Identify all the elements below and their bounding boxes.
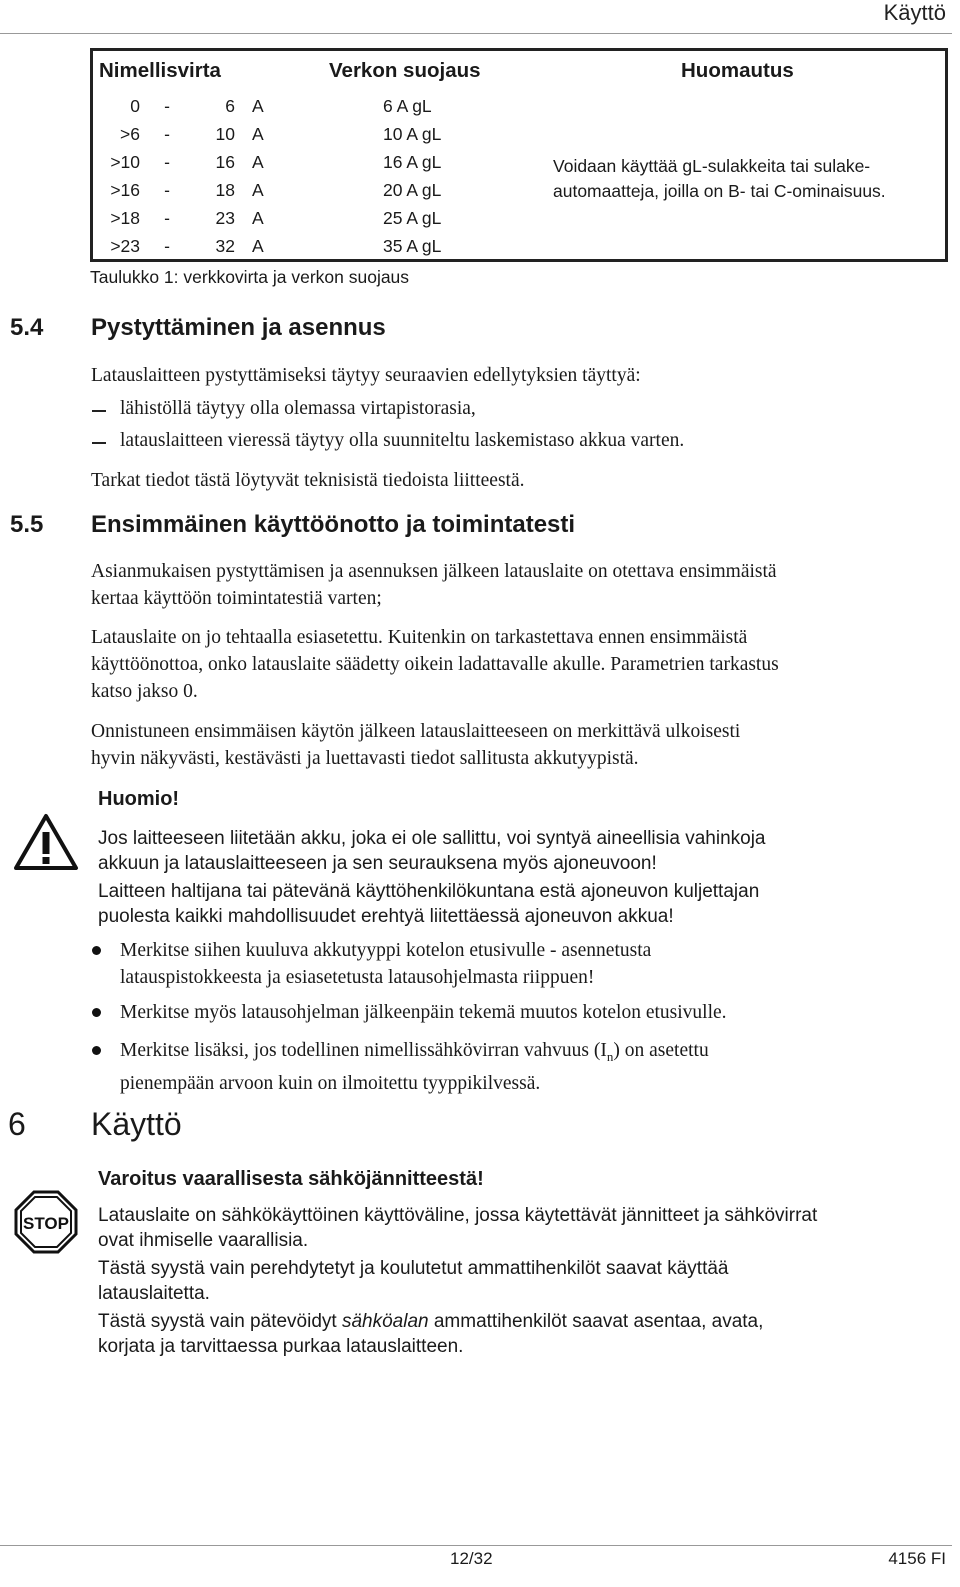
bullet-icon bbox=[92, 1008, 101, 1017]
paragraph-line: katso jakso 0. bbox=[91, 681, 198, 702]
warning-triangle-icon bbox=[12, 812, 80, 872]
danger-title: Varoitus vaarallisesta sähköjännitteestä! bbox=[98, 1168, 484, 1190]
range-to: 18 bbox=[215, 180, 235, 200]
col-header-note: Huomautus bbox=[681, 59, 794, 82]
danger-text bbox=[98, 1203, 938, 1253]
bullet-text: Merkitse lisäksi, jos todellinen nimellissähkövirran vahvuus (I bbox=[120, 1040, 607, 1061]
range-from: >16 bbox=[110, 180, 140, 200]
range-from: >18 bbox=[110, 208, 140, 228]
bullet-icon bbox=[92, 1046, 101, 1055]
danger-text bbox=[98, 1309, 938, 1359]
paragraph-line: Asianmukaisen pystyttämisen ja asennuksen jälkeen latauslaite on otettava ensimmäistä bbox=[91, 561, 777, 582]
requirement-item: latauslaitteen vieressä täytyy olla suunniteltu laskemistaso akkua varten. bbox=[120, 430, 685, 451]
danger-line: Latauslaite on sähkökäyttöinen käyttöväline, jossa käytettävät jännitteet ja sähkövirrat bbox=[98, 1205, 818, 1226]
range-to: 10 bbox=[215, 124, 235, 144]
fuse-value: 6 A gL bbox=[383, 96, 432, 116]
section-5-4-intro: Latauslaitteen pystyttämiseksi täytyy seuraavien edellytyksien täyttyä: bbox=[91, 365, 641, 386]
section-5-4-number: 5.4 bbox=[10, 314, 44, 341]
range-to: 6 bbox=[225, 96, 235, 116]
danger-line: ovat ihmiselle vaarallisia. bbox=[98, 1230, 309, 1251]
range-from: 0 bbox=[130, 96, 140, 116]
range-unit: A bbox=[252, 208, 264, 228]
bullet-text: ) on asetettu bbox=[613, 1040, 709, 1061]
fuse-value: 25 A gL bbox=[383, 208, 442, 228]
danger-line: latauslaitetta. bbox=[98, 1283, 210, 1304]
bullet-item bbox=[120, 937, 940, 991]
table-caption: Taulukko 1: verkkovirta ja verkon suojaus bbox=[90, 267, 410, 287]
paragraph-line: käyttöönottoa, onko latauslaite säädetty oikein ladattavalle akulle. Parametrien tarkastus bbox=[91, 654, 779, 675]
range-to: 16 bbox=[215, 152, 235, 172]
subscript-n: n bbox=[606, 1048, 614, 1064]
fuse-value: 10 A gL bbox=[383, 124, 442, 144]
table-note-line: Voidaan käyttää gL-sulakkeita tai sulake- bbox=[553, 156, 871, 176]
dash-bullet-icon bbox=[92, 442, 106, 444]
paragraph-line: hyvin näkyvästi, kestävästi ja luettavasti tiedot sallitusta akkutyypistä. bbox=[91, 748, 639, 769]
caution-line: akkuun ja latauslaitteeseen ja sen seurauksena myös ajoneuvoon! bbox=[98, 853, 657, 874]
page-number: 12/32 bbox=[450, 1549, 493, 1568]
paragraph bbox=[91, 558, 941, 612]
range-to: 23 bbox=[215, 208, 235, 228]
range-unit: A bbox=[252, 180, 264, 200]
dash-bullet-icon bbox=[92, 410, 106, 412]
range-unit: A bbox=[252, 96, 264, 116]
caution-line: puolesta kaikki mahdollisuudet erehtyä liitettäessä ajoneuvon akkua! bbox=[98, 906, 674, 927]
range-dash: - bbox=[164, 124, 170, 144]
range-dash: - bbox=[164, 180, 170, 200]
caution-line: Jos laitteeseen liitetään akku, joka ei ole sallittu, voi syntyä aineellisia vahinkoja bbox=[98, 828, 766, 849]
chapter-title: Käyttö bbox=[91, 1106, 182, 1142]
caution-text bbox=[98, 879, 938, 929]
col-header-rated-current: Nimellisvirta bbox=[99, 59, 221, 82]
col-header-fuse: Verkon suojaus bbox=[329, 59, 481, 82]
fuse-value: 16 A gL bbox=[383, 152, 442, 172]
table-note-line: automaatteja, joilla on B- tai C-ominaisuus. bbox=[553, 181, 886, 201]
paragraph bbox=[91, 718, 941, 772]
document-code: 4156 FI bbox=[888, 1549, 946, 1568]
range-dash: - bbox=[164, 208, 170, 228]
bullet-item: Merkitse myös latausohjelman jälkeenpäin tekemä muutos kotelon etusivulle. bbox=[120, 1002, 727, 1023]
paragraph bbox=[91, 624, 941, 705]
fuse-value: 20 A gL bbox=[383, 180, 442, 200]
range-to: 32 bbox=[215, 236, 235, 256]
bullet-icon bbox=[92, 946, 101, 955]
range-dash: - bbox=[164, 152, 170, 172]
section-5-5-number: 5.5 bbox=[10, 511, 44, 538]
bullet-line: pienempään arvoon kuin on ilmoitettu tyyppikilvessä. bbox=[120, 1072, 541, 1094]
bullet-line bbox=[120, 1037, 940, 1070]
caution-title: Huomio! bbox=[98, 788, 180, 810]
spec-table bbox=[90, 48, 948, 262]
danger-line: Tästä syystä vain perehdytetyt ja koulutetut ammattihenkilöt saavat käyttää bbox=[98, 1258, 729, 1279]
footer-rule bbox=[0, 1545, 952, 1546]
range-from: >10 bbox=[110, 152, 140, 172]
fuse-value: 35 A gL bbox=[383, 236, 442, 256]
running-header: Käyttö bbox=[883, 0, 946, 25]
section-5-4-footer: Tarkat tiedot tästä löytyvät teknisistä tiedoista liitteestä. bbox=[91, 470, 525, 491]
range-unit: A bbox=[252, 124, 264, 144]
paragraph-line: kertaa käyttöön toimintatestiä varten; bbox=[91, 588, 382, 609]
bullet-item bbox=[120, 1037, 940, 1097]
section-5-5-title: Ensimmäinen käyttöönotto ja toimintatesti bbox=[91, 511, 576, 538]
caution-line: Laitteen haltijana tai pätevänä käyttöhenkilökuntana estä ajoneuvon kuljettajan bbox=[98, 881, 760, 902]
range-unit: A bbox=[252, 236, 264, 256]
requirement-item: lähistöllä täytyy olla olemassa virtapistorasia, bbox=[120, 398, 476, 419]
danger-text-part: Tästä syystä vain pätevöidyt bbox=[98, 1311, 342, 1332]
danger-line bbox=[98, 1309, 938, 1334]
range-dash: - bbox=[164, 236, 170, 256]
bullet-line: latauspistokkeesta ja esiasetetusta latausohjelmasta riippuen! bbox=[120, 967, 595, 988]
range-from: >23 bbox=[110, 236, 140, 256]
danger-line: korjata ja tarvittaessa purkaa latauslaitteen. bbox=[98, 1336, 464, 1357]
caution-text bbox=[98, 826, 938, 876]
chapter-number: 6 bbox=[8, 1106, 26, 1142]
range-dash: - bbox=[164, 96, 170, 116]
stop-sign-text: STOP bbox=[23, 1214, 69, 1233]
range-unit: A bbox=[252, 152, 264, 172]
section-5-4-title: Pystyttäminen ja asennus bbox=[91, 314, 386, 341]
danger-text-part: ammattihenkilöt saavat asentaa, avata, bbox=[428, 1311, 764, 1332]
bullet-line: Merkitse siihen kuuluva akkutyyppi kotelon etusivulle - asennetusta bbox=[120, 940, 652, 961]
paragraph-line: Onnistuneen ensimmäisen käytön jälkeen latauslaitteeseen on merkittävä ulkoisesti bbox=[91, 721, 741, 742]
danger-text bbox=[98, 1256, 938, 1306]
stop-sign-icon bbox=[14, 1190, 78, 1254]
table-note bbox=[553, 154, 943, 204]
danger-emphasis: sähköalan bbox=[341, 1311, 429, 1332]
header-rule bbox=[0, 33, 952, 34]
range-from: >6 bbox=[120, 124, 140, 144]
paragraph-line: Latauslaite on jo tehtaalla esiasetettu. Kuitenkin on tarkastettava ennen ensimmäistä bbox=[91, 627, 748, 648]
